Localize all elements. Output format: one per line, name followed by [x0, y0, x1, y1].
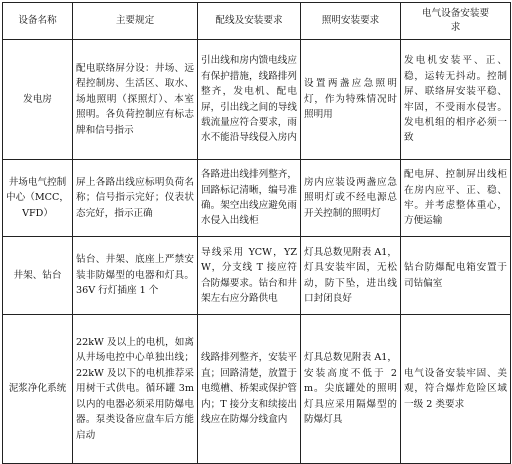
table-header-row [3, 3, 511, 40]
row-equipment-name: 井场电气控制中心（MCC，VFD） [3, 160, 73, 237]
row-wiring-requirements: 各路进出线排列整齐，回路标记清晰，编号准确。架空出线应避免雨水侵入出线柜 [198, 160, 301, 237]
equipment-installation-table [2, 2, 511, 464]
row-equipment-name: 泥浆净化系统 [3, 315, 73, 464]
header-main-regulations: 主要规定 [73, 3, 198, 40]
row-wiring-requirements: 导线采用 YCW，YZW，分支线 T 接应符合防爆要求。钻台和井架左右应分路供电 [198, 237, 301, 315]
row-electrical-requirements: 电气设备安装牢固、美观，符合爆炸危险区域一级 2 类要求 [401, 315, 511, 464]
header-electrical-requirements [401, 3, 511, 40]
row-main-regulations: 屏上各路出线应标明负荷名称；信号指示完好；仪表状态完好，指示正确 [73, 160, 198, 237]
row-main-regulations: 钻台、井架、底座上严禁安装非防爆型的电器和灯具。36V 行灯插座 1 个 [73, 237, 198, 315]
row-electrical-requirements: 发电机安装平、正、稳，运转无抖动。控制屏、联络屏安装平稳、牢固，不受雨水侵害。发电机组的相序必须一致 [401, 40, 511, 160]
row-lighting-requirements: 灯具总数见附表 A1，安装高度不低于 2m。尖底罐处的照明灯具应采用隔爆型的防爆灯具 [301, 315, 401, 464]
row-lighting-requirements: 设置两盏应急照明灯，作为特殊情况时照明用 [301, 40, 401, 160]
row-main-regulations: 22kW 及以上的电机，如离从井场电控中心单独出线；22kW 及以下的电机推荐采用树干式供电。循环罐 3m 以内的电器必须采用防爆电器。泵类设备应盘车后方能启动 [73, 315, 198, 464]
row-electrical-requirements: 配电屏、控制屏出线柜在房内应平、正、稳、牢。并考虑整体重心，方便运输 [401, 160, 511, 237]
row-wiring-requirements: 线路排列整齐，安装平直；回路清楚，放置于电缆槽、桥架或保护管内；T 接分支和续接出线应在防爆分线盒内 [198, 315, 301, 464]
row-equipment-name: 发电房 [3, 40, 73, 160]
row-wiring-requirements: 引出线和房内馈电线应有保护措施，线路排列整齐，发电机、配电屏，引出线之间的导线载流量应符合要求，雨水不能沿导线侵入房内 [198, 40, 301, 160]
header-equipment-name: 设备名称 [3, 3, 73, 40]
table-row [3, 315, 511, 464]
row-equipment-name: 井架、钻台 [3, 237, 73, 315]
table-row [3, 160, 511, 237]
table-row [3, 237, 511, 315]
header-electrical-label: 电气设备安装要求 [421, 7, 490, 33]
row-lighting-requirements: 房内应装设两盏应急照明灯或不经电源总开关控制的照明灯 [301, 160, 401, 237]
row-lighting-requirements: 灯具总数见附表 A1，灯具安装牢固，无松动，防下坠，进出线口封闭良好 [301, 237, 401, 315]
header-wiring-requirements: 配线及安装要求 [198, 3, 301, 40]
table-row [3, 40, 511, 160]
row-electrical-requirements: 钻台防爆配电箱安置于司钻偏室 [401, 237, 511, 315]
header-lighting-requirements: 照明安装要求 [301, 3, 401, 40]
row-main-regulations: 配电联络屏分设：井场、远程控制房、生活区、取水、场地照明（探照灯）、本室照明。各负荷控制应有标志牌和信号指示 [73, 40, 198, 160]
